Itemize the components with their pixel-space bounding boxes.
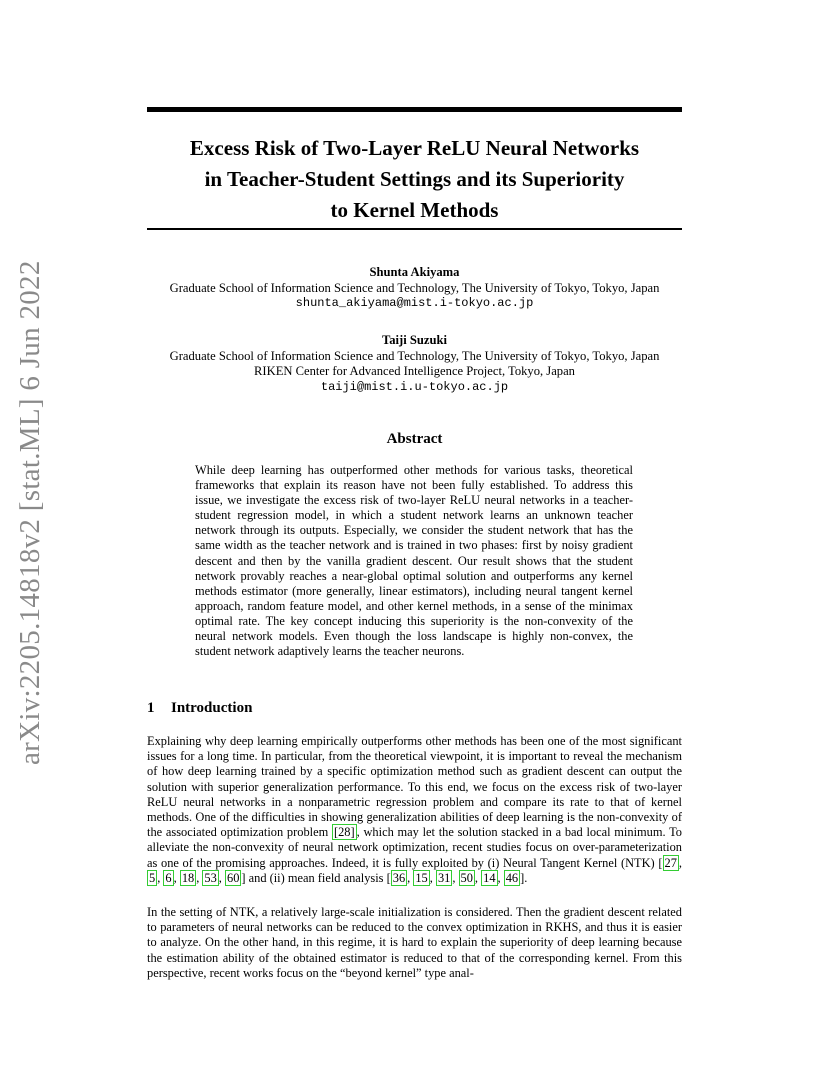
citation-link[interactable]: 50 [460, 870, 473, 885]
citation-link[interactable]: 27 [664, 855, 677, 870]
author-block [100, 265, 729, 312]
paragraph-text: , which may let the solution stacked in a bad local minimum. To alleviate the non-convexity of neural network optimization, recent studies focus on over-parameterization as one of the promising approaches. Indeed, it is fully exploited by (i) Neural Tangent Kernel (NTK) [147, 825, 683, 870]
title-line: to Kernel Methods [330, 198, 499, 222]
intro-paragraph: Explaining why deep learning empirically outperforms other methods has been one of the most significant issues for a long time. In particular, from the theoretical viewpoint, it is important to reveal the mechanism of how deep learning trained by a specific optimization method such as gradient descent can output the solution with superior generalization performance. To this end, we focus on the excess risk of two-layer ReLU neural networks in a nonparametric regression problem and compare its rate to that of kernel methods. One of the difficulties in showing generalization abilities of deep learning is the non-convexity of the associated optimization problem [28] , which may let the solution stacked in a bad local minimum. To alleviate the non-convexity of neural network optimization, recent studies focus on over-parameterization as one of the promising approaches. Indeed, it is fully exploited by (i) Neural Tangent Kernel (NTK) [ 27 , 5 , 6 , 18 , 53 , 60 ] and (ii) mean field analysis [ 36 , 15 , 31 , 50 , 14 , 46 ]. [147, 734, 683, 885]
citation-link[interactable]: 6 [165, 870, 172, 885]
section-number: 1 [147, 700, 155, 716]
author-email[interactable]: taiji@mist.i.u-tokyo.ac.jp [320, 379, 509, 394]
author-name: Taiji Suzuki [382, 333, 447, 347]
author-affiliation: Graduate School of Information Science and Technology, The University of Tokyo, Tokyo, Japan [169, 348, 660, 363]
citation-link[interactable]: [28] [333, 825, 355, 840]
section-heading [147, 700, 252, 717]
citation-link[interactable]: 15 [415, 870, 428, 885]
title-top-rule [147, 107, 682, 112]
citation-link[interactable]: 31 [437, 870, 451, 885]
author-email[interactable]: shunta_akiyama@mist.i-tokyo.ac.jp [295, 296, 534, 310]
arxiv-sidebar-stamp: arXiv:2205.14818v2 [stat.ML] 6 Jun 2022 [14, 260, 46, 765]
author-affiliation: Graduate School of Information Science and Technology, The University of Tokyo, Tokyo, Japan [169, 280, 660, 295]
section-title: Introduction [171, 700, 253, 716]
intro-paragraph: In the setting of NTK, a relatively large-scale initialization is considered. Then the gradient descent related to parameters of neural networks can be reduced to the convex optimization in RKHS, and thus it is easier to analyze. On the other hand, in this regime, it is hard to explain the superiority of deep learning because the estimation ability of the obtained estimator is reduced to that of the corresponding kernel. From this perspective, recent works focus on the “beyond kernel” type anal- [147, 905, 682, 980]
paper-title [147, 133, 682, 226]
citation-link[interactable]: 60 [227, 870, 240, 885]
paragraph-text: . [524, 870, 528, 885]
citation-link[interactable]: 5 [149, 870, 156, 885]
abstract-text: While deep learning has outperformed other methods for various tasks, theoretical frameworks that explain its reason have not been fully established. To address this issue, we investigate the excess risk of two-layer ReLU neural networks in a teacher-student regression model, in which a student network learns an unknown teacher network through its outputs. Especially, we consider the student network that has the same width as the teacher network and is trained in two phases: first by noisy gradient descent and then by the vanilla gradient descent. Our result shows that the student network provably reaches a near-global optimal solution and outperforms any kernel methods estimator (more generally, linear estimators), including neural tangent kernel approach, random feature model, and other kernel methods, in a sense of the minimax optimal rate. The key concept inducing this superiority is the non-convexity of the neural network models. Even though the loss landscape is highly non-convex, the student network adaptively learns the teacher neurons. [195, 463, 633, 659]
paragraph-text: and (ii) mean field analysis [245, 870, 387, 885]
citation-link[interactable]: 14 [483, 870, 496, 885]
title-line: Excess Risk of Two-Layer ReLU Neural Networks [189, 136, 640, 160]
citation-link[interactable]: 53 [204, 870, 217, 885]
author-name: Shunta Akiyama [369, 265, 460, 279]
paragraph-text: Explaining why deep learning empirically outperforms other methods has been one of the most significant issues for a long time. In particular, from the theoretical viewpoint, it is important to reveal the mechanism of how deep learning trained by a specific optimization method such as gradient descent can output the solution with superior generalization performance. To this end, we focus on the excess risk of two-layer ReLU neural networks in a nonparametric regression problem and compare its rate to that of kernel methods. One of the difficulties in showing generalization abilities of deep learning is the non-convexity of the associated optimization problem [147, 734, 682, 840]
author-block [100, 333, 729, 395]
title-line: in Teacher-Student Settings and its Superiority [204, 167, 625, 191]
citation-link[interactable]: 46 [505, 870, 519, 885]
abstract-heading: Abstract [386, 431, 443, 447]
title-bottom-rule [147, 228, 682, 230]
author-affiliation: RIKEN Center for Advanced Intelligence Project, Tokyo, Japan [254, 364, 575, 378]
citation-link[interactable]: 36 [392, 870, 406, 885]
citation-link[interactable]: 18 [181, 870, 195, 885]
